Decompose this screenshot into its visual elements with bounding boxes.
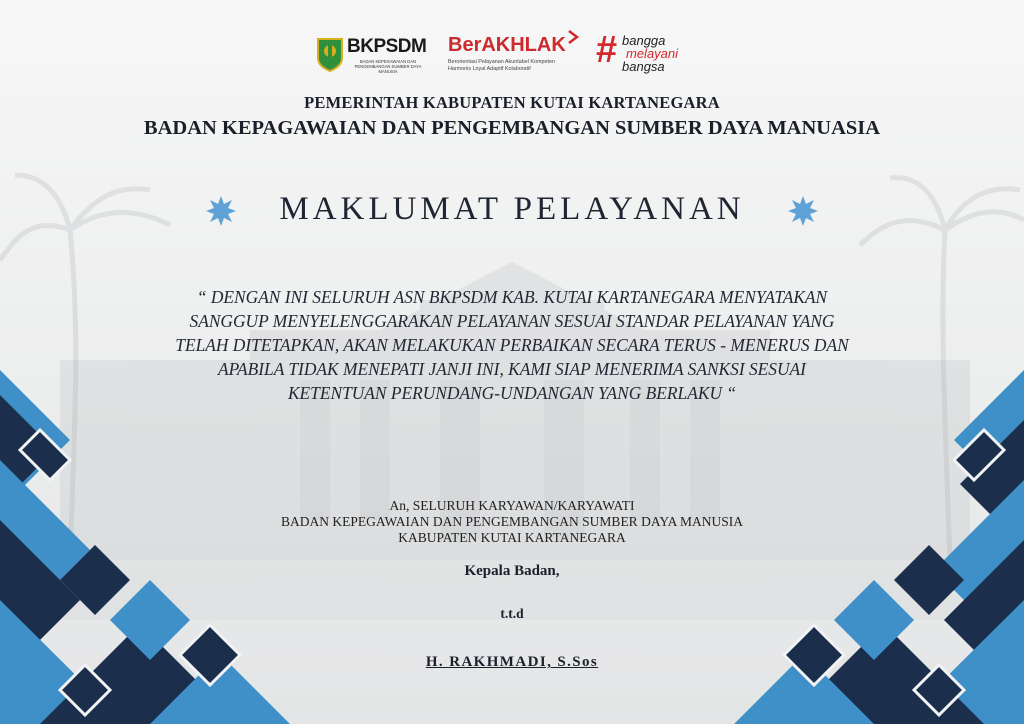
chevron-right-icon (566, 30, 580, 44)
berakhlak-logo (448, 30, 588, 74)
statement-line: KETENTUAN PERUNDANG-UNDANGAN YANG BERLAKU “ (287, 383, 737, 403)
hashtag-icon: # (596, 29, 618, 71)
berakhlak-tagline-line1: Berorientasi Pelayanan Akuntabel Kompeten (448, 59, 555, 65)
star-ornament-right-icon (787, 195, 819, 227)
statement-line: APABILA TIDAK MENEPATI JANJI INI, KAMI SIAP MENERIMA SANKSI SESUAI (218, 359, 806, 379)
kutai-kartanegara-emblem-icon (315, 36, 345, 72)
signer-name: H. RAKHMADI, S.Sos (425, 654, 599, 670)
berakhlak-logo-text: BerAKHLAK (448, 34, 566, 56)
berakhlak-tagline-line2: Harmonis Loyal Adaptif Kolaboratif (448, 65, 531, 72)
agency-heading: BADAN KEPAGAWAIAN DAN PENGEMBANGAN SUMBER DAYA MANUASIA (143, 117, 881, 139)
signed-mark: t.t.d (500, 606, 524, 621)
bkpsdm-logo (315, 34, 425, 74)
bangga-melayani-bangsa-logo (596, 30, 696, 76)
on-behalf-line: KABUPATEN KUTAI KARTANEGARA (398, 530, 626, 545)
berakhlak-tagline (448, 59, 588, 72)
service-pledge-statement (112, 285, 912, 405)
government-heading: PEMERINTAH KABUPATEN KUTAI KARTANEGARA (304, 93, 720, 112)
on-behalf-line: An, SELURUH KARYAWAN/KARYAWATI (389, 498, 635, 513)
bangsa-word: bangsa (622, 59, 665, 74)
on-behalf-line: BADAN KEPEGAWAIAN DAN PENGEMBANGAN SUMBER DAYA MANUSIA (281, 514, 743, 529)
bkpsdm-logo-text: BKPSDM (347, 36, 427, 57)
statement-line: TELAH DITETAPKAN, AKAN MELAKUKAN PERBAIKAN SECARA TERUS - MENERUS DAN (175, 335, 849, 355)
signer-position: Kepala Badan, (464, 563, 560, 579)
bangga-word: bangga (622, 33, 666, 48)
melayani-word: melayani (626, 46, 679, 61)
logo-bar (0, 22, 1024, 78)
statement-line: SANGGUP MENYELENGGARAKAN PELAYANAN SESUAI STANDAR PELAYANAN YANG (189, 311, 835, 331)
bkpsdm-logo-subtitle: BADAN KEPEGAWAIAN DAN PENGEMBANGAN SUMBER DAYA MANUSIA (354, 59, 422, 74)
on-behalf-block (0, 498, 1024, 546)
statement-line: “ DENGAN INI SELURUH ASN BKPSDM KAB. KUTAI KARTANEGARA MENYATAKAN (196, 287, 828, 307)
page-title: MAKLUMAT PELAYANAN (279, 191, 745, 227)
